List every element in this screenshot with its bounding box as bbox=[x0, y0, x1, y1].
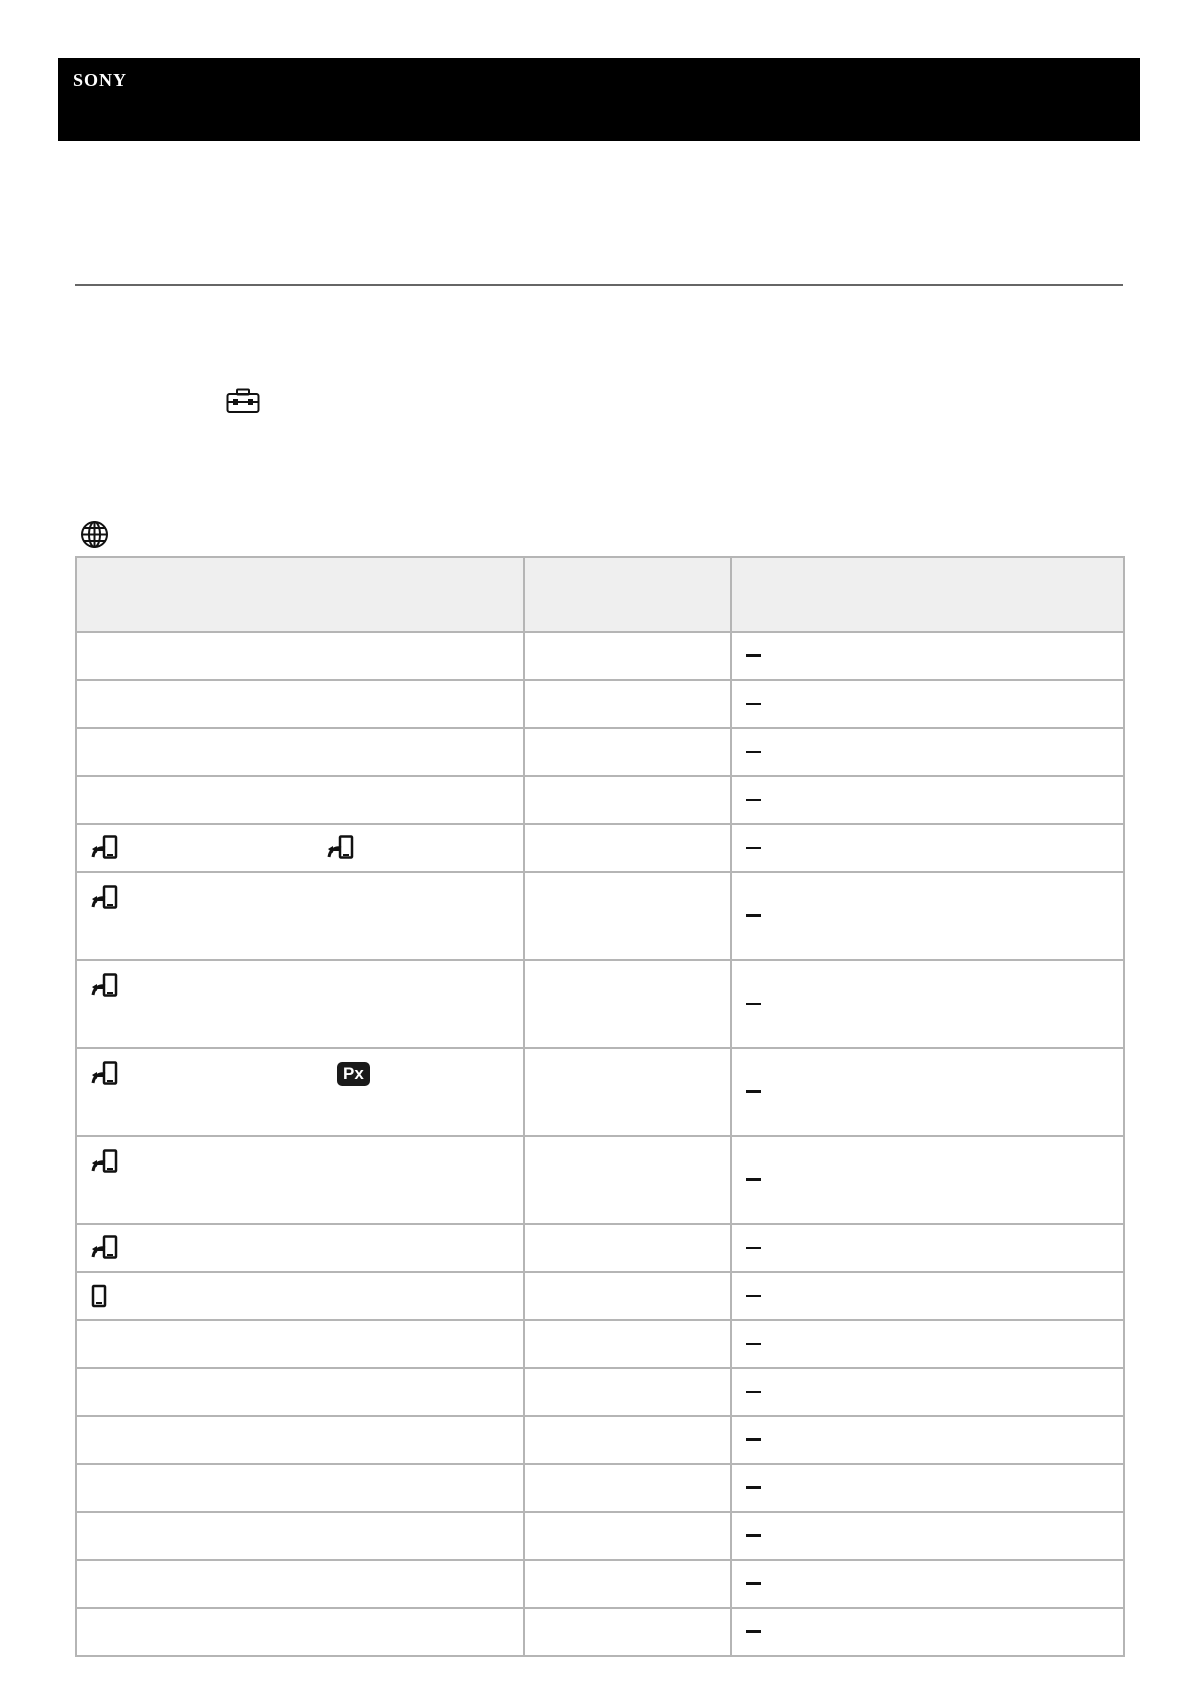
setting-name-cell bbox=[76, 632, 524, 680]
table-row bbox=[76, 1560, 1124, 1608]
setting-name-cell bbox=[76, 1136, 524, 1224]
setting-default-cell bbox=[524, 872, 731, 960]
table-row bbox=[76, 1416, 1124, 1464]
send-to-smartphone-icon bbox=[91, 835, 119, 861]
dash-mark bbox=[746, 703, 761, 705]
table-row bbox=[76, 728, 1124, 776]
send-to-smartphone-icon bbox=[91, 885, 119, 911]
dash-mark bbox=[746, 799, 761, 801]
setting-name-cell bbox=[76, 1320, 524, 1368]
dash-mark bbox=[746, 847, 761, 849]
table-row bbox=[76, 680, 1124, 728]
setting-value-cell bbox=[731, 1224, 1124, 1272]
setting-default-cell bbox=[524, 776, 731, 824]
setting-name-cell bbox=[76, 728, 524, 776]
setting-name-cell bbox=[76, 1272, 524, 1320]
setting-value-cell bbox=[731, 1416, 1124, 1464]
setting-value-cell bbox=[731, 872, 1124, 960]
toolbox-icon bbox=[226, 388, 260, 414]
settings-table bbox=[75, 556, 1125, 1657]
table-row bbox=[76, 1224, 1124, 1272]
table-row bbox=[76, 1512, 1124, 1560]
setting-default-cell bbox=[524, 632, 731, 680]
table-header-cell bbox=[76, 557, 524, 632]
setting-name-cell bbox=[76, 1416, 524, 1464]
table-row bbox=[76, 824, 1124, 872]
setting-value-cell bbox=[731, 960, 1124, 1048]
setting-name-cell bbox=[76, 1224, 524, 1272]
setting-name-cell bbox=[76, 1368, 524, 1416]
setting-value-cell bbox=[731, 1368, 1124, 1416]
table-row bbox=[76, 1464, 1124, 1512]
dash-mark bbox=[746, 1295, 761, 1297]
table-header-cell bbox=[731, 557, 1124, 632]
dash-mark bbox=[746, 1247, 761, 1249]
table-row bbox=[76, 1272, 1124, 1320]
setting-default-cell bbox=[524, 960, 731, 1048]
setting-value-cell bbox=[731, 680, 1124, 728]
setting-name-cell bbox=[76, 960, 524, 1048]
setting-default-cell bbox=[524, 1464, 731, 1512]
dash-mark bbox=[746, 751, 761, 753]
setting-default-cell bbox=[524, 680, 731, 728]
setting-name-cell bbox=[76, 1560, 524, 1608]
setting-name-cell bbox=[76, 1608, 524, 1656]
setting-name-cell bbox=[76, 1048, 524, 1136]
setting-name-cell bbox=[76, 680, 524, 728]
send-to-smartphone-icon bbox=[91, 1235, 119, 1261]
dash-mark bbox=[746, 1391, 761, 1393]
setting-value-cell bbox=[731, 1560, 1124, 1608]
dash-mark bbox=[746, 1630, 761, 1633]
setting-default-cell bbox=[524, 1224, 731, 1272]
table-row bbox=[76, 960, 1124, 1048]
setting-value-cell bbox=[731, 776, 1124, 824]
header-bar bbox=[58, 58, 1140, 141]
smartphone-icon bbox=[91, 1284, 107, 1308]
dash-mark bbox=[746, 1438, 761, 1441]
setting-value-cell bbox=[731, 1320, 1124, 1368]
setting-value-cell bbox=[731, 1048, 1124, 1136]
setting-name-cell bbox=[76, 1512, 524, 1560]
table-row bbox=[76, 1048, 1124, 1136]
setting-value-cell bbox=[731, 632, 1124, 680]
title-divider bbox=[75, 284, 1123, 286]
setting-name-cell bbox=[76, 776, 524, 824]
dash-mark bbox=[746, 1003, 761, 1005]
setting-default-cell bbox=[524, 1272, 731, 1320]
table-header-cell bbox=[524, 557, 731, 632]
setting-value-cell bbox=[731, 1272, 1124, 1320]
setting-default-cell bbox=[524, 1048, 731, 1136]
setting-default-cell bbox=[524, 824, 731, 872]
setting-default-cell bbox=[524, 728, 731, 776]
setting-name-cell bbox=[76, 872, 524, 960]
send-to-smartphone-icon bbox=[91, 1061, 119, 1087]
setting-value-cell bbox=[731, 824, 1124, 872]
dash-mark bbox=[746, 914, 761, 917]
table-row bbox=[76, 776, 1124, 824]
dash-mark bbox=[746, 654, 761, 657]
send-to-smartphone-icon bbox=[91, 973, 119, 999]
setting-default-cell bbox=[524, 1368, 731, 1416]
setting-name-cell bbox=[76, 824, 524, 872]
table-row bbox=[76, 1608, 1124, 1656]
px-badge: Px bbox=[337, 1062, 370, 1086]
sony-logo: SONY bbox=[73, 70, 128, 90]
dash-mark bbox=[746, 1343, 761, 1345]
setting-default-cell bbox=[524, 1560, 731, 1608]
table-header-row bbox=[76, 557, 1124, 632]
dash-mark bbox=[746, 1090, 761, 1093]
send-to-smartphone-icon bbox=[327, 835, 355, 861]
setting-value-cell bbox=[731, 728, 1124, 776]
setting-default-cell bbox=[524, 1512, 731, 1560]
setting-default-cell bbox=[524, 1416, 731, 1464]
table-row bbox=[76, 1136, 1124, 1224]
setting-value-cell bbox=[731, 1512, 1124, 1560]
setting-value-cell bbox=[731, 1464, 1124, 1512]
table-row bbox=[76, 1368, 1124, 1416]
dash-mark bbox=[746, 1582, 761, 1585]
dash-mark bbox=[746, 1486, 761, 1489]
dash-mark bbox=[746, 1178, 761, 1181]
setting-default-cell bbox=[524, 1136, 731, 1224]
setting-default-cell bbox=[524, 1608, 731, 1656]
table-row bbox=[76, 632, 1124, 680]
dash-mark bbox=[746, 1534, 761, 1537]
setting-value-cell bbox=[731, 1608, 1124, 1656]
send-to-smartphone-icon bbox=[91, 1149, 119, 1175]
setting-name-cell bbox=[76, 1464, 524, 1512]
setting-default-cell bbox=[524, 1320, 731, 1368]
table-row bbox=[76, 872, 1124, 960]
table-row bbox=[76, 1320, 1124, 1368]
globe-icon bbox=[80, 520, 109, 549]
setting-value-cell bbox=[731, 1136, 1124, 1224]
